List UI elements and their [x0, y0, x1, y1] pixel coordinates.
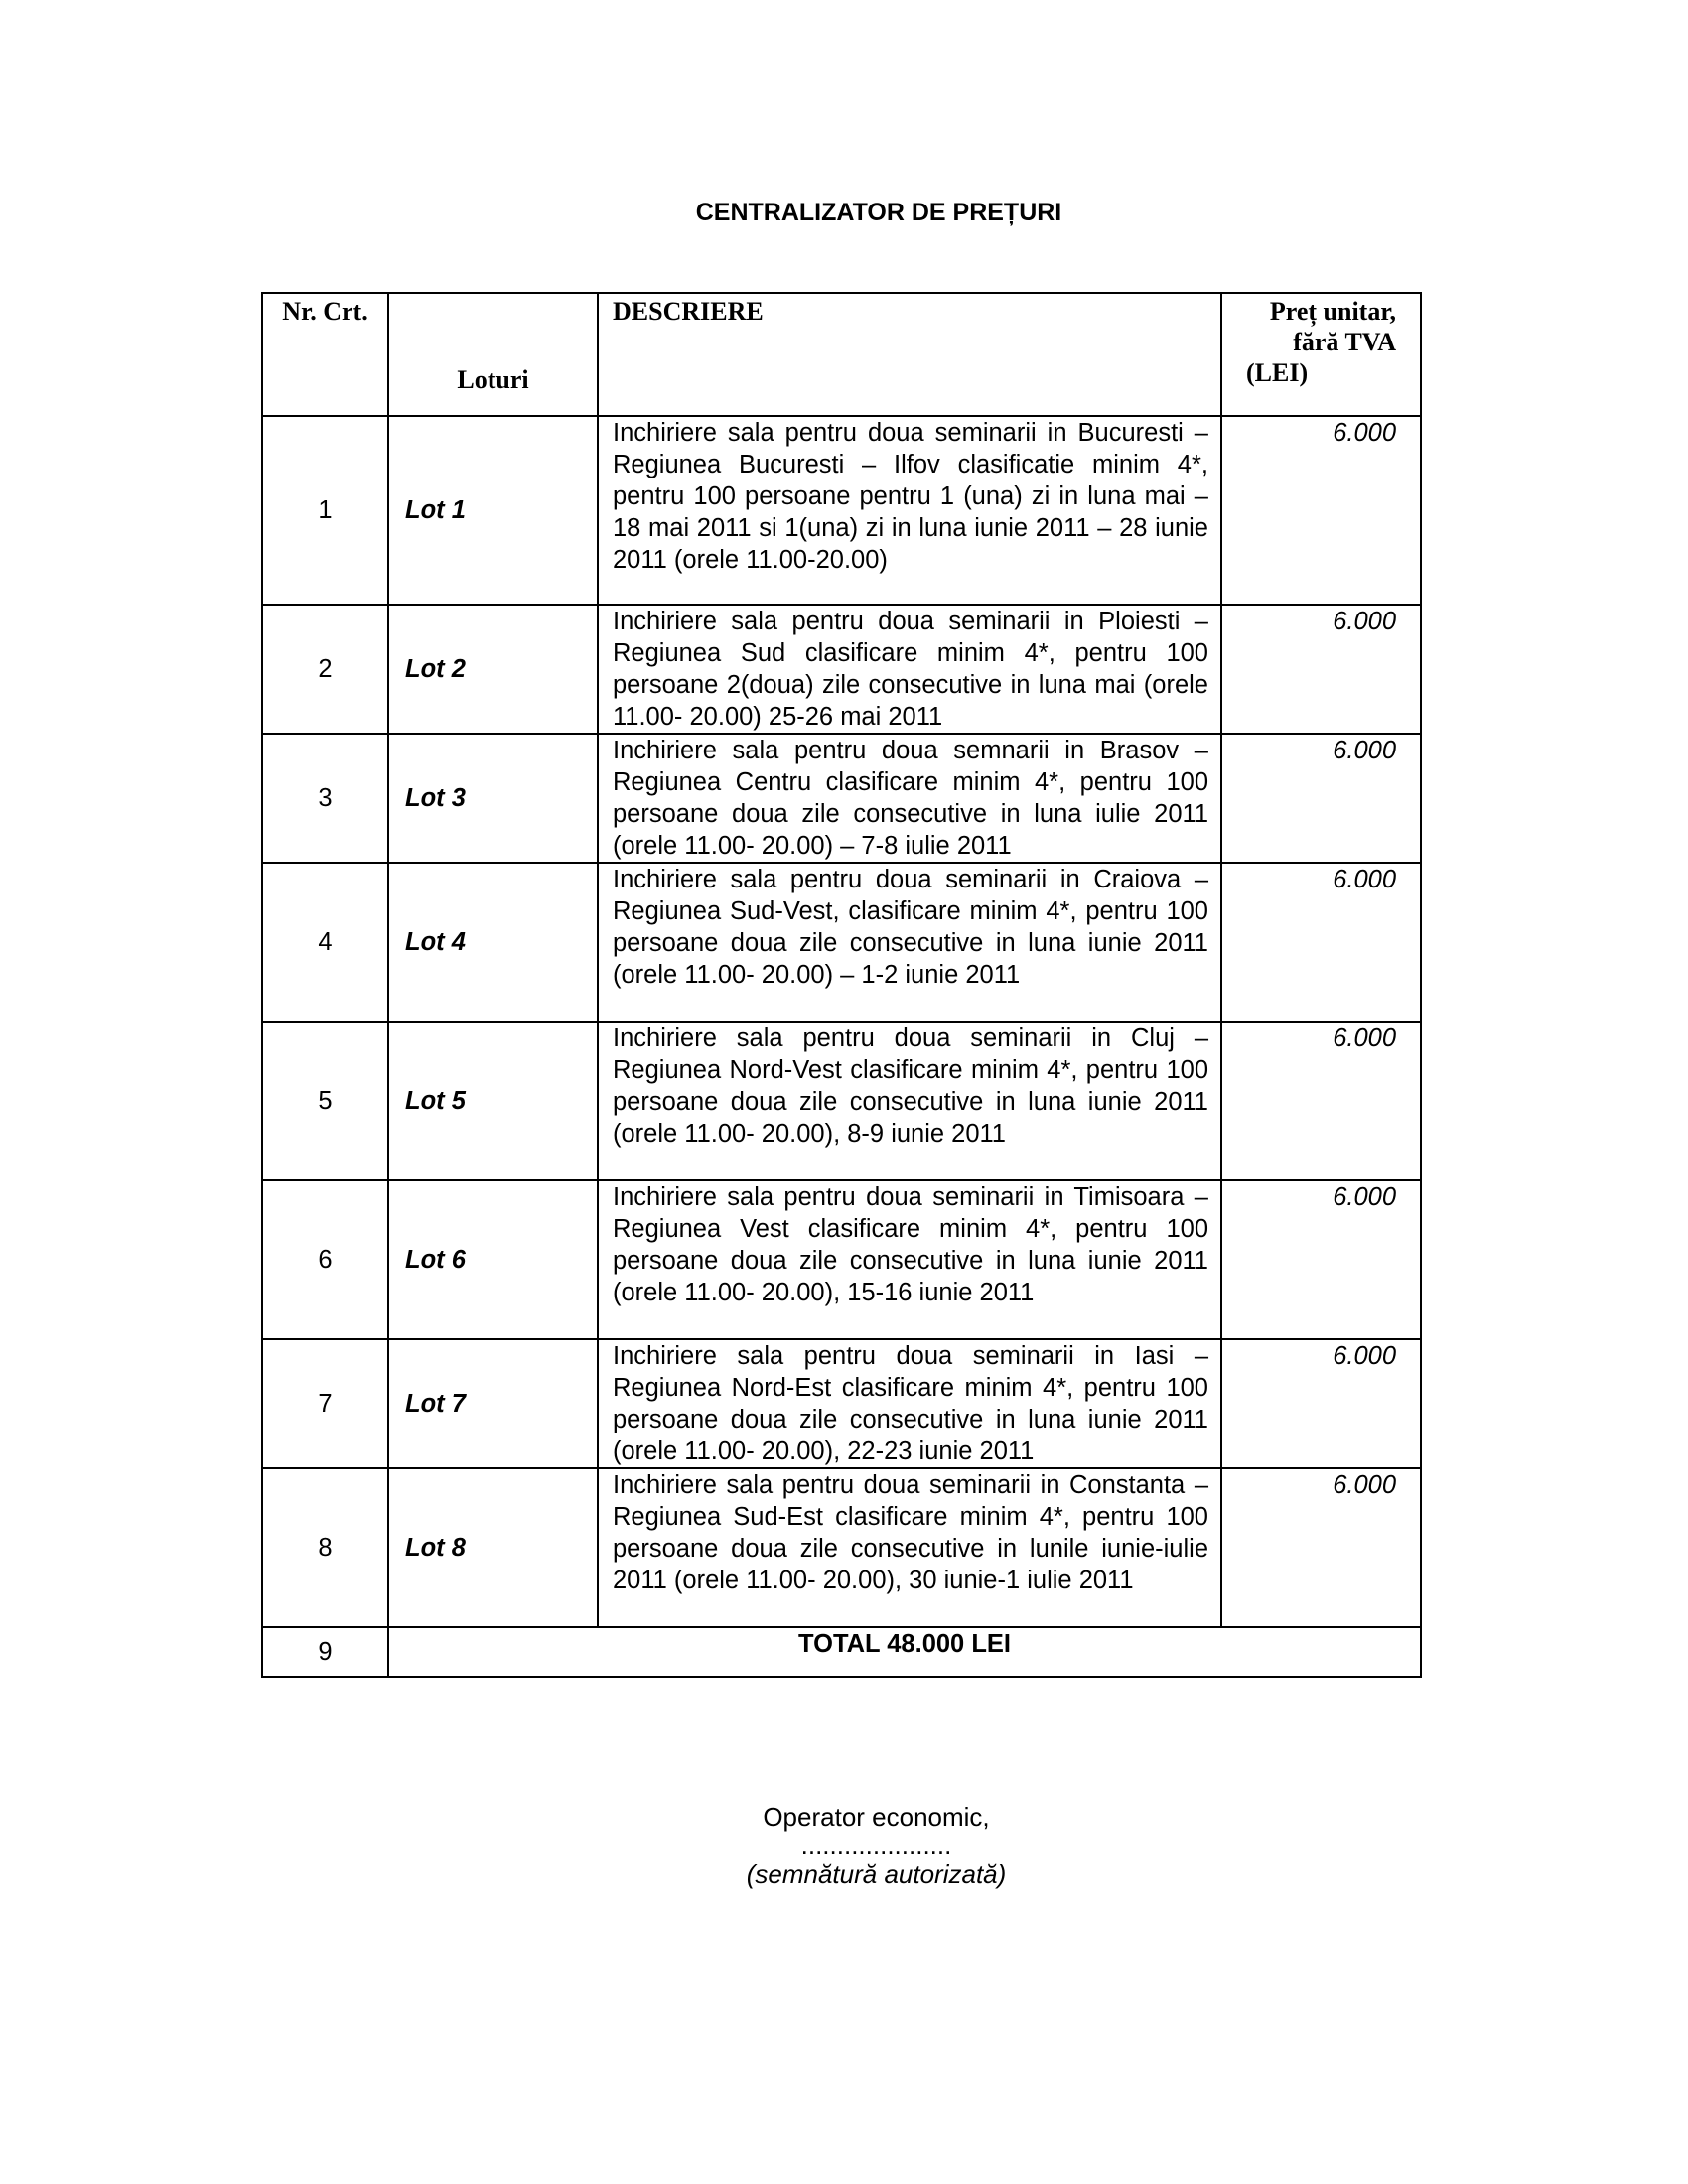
- row-lot: Lot 7: [388, 1339, 598, 1468]
- table-row: [262, 1339, 1421, 1468]
- row-price: 6.000: [1221, 734, 1421, 863]
- row-lot: Lot 4: [388, 863, 598, 1022]
- row-description: Inchiriere sala pentru doua seminarii in Craiova –Regiunea Sud-Vest, clasificare minim 4*, pentru 100 persoane doua zile consecutive in luna iunie 2011 (orele 11.00- 20.00) – 1-2 iunie 2011: [598, 863, 1221, 1022]
- row-lot: Lot 5: [388, 1022, 598, 1180]
- row-price: 6.000: [1221, 1468, 1421, 1627]
- total-label: TOTAL 48.000 LEI: [388, 1627, 1421, 1677]
- signature-note: (semnătură autorizată): [746, 1859, 1007, 1889]
- row-nr: 5: [262, 1022, 388, 1180]
- row-price: 6.000: [1221, 1022, 1421, 1180]
- row-price: 6.000: [1221, 863, 1421, 1022]
- signature-line: .....................: [800, 1831, 952, 1860]
- row-description: Inchiriere sala pentru doua seminarii in Constanta – Regiunea Sud-Est clasificare minim 4*, pentru 100 persoane doua zile consecutive in lunile iunie-iulie 2011 (orele 11.00- 20.00), 30 iunie-1 iulie 2011: [598, 1468, 1221, 1627]
- row-price: 6.000: [1221, 1339, 1421, 1468]
- row-price: 6.000: [1221, 605, 1421, 734]
- row-lot: Lot 3: [388, 734, 598, 863]
- header-price: [1221, 293, 1421, 416]
- table-row: [262, 863, 1421, 1022]
- table-row: [262, 734, 1421, 863]
- row-nr: 6: [262, 1180, 388, 1339]
- header-lot: Loturi: [388, 293, 598, 416]
- row-price: 6.000: [1221, 1180, 1421, 1339]
- row-lot: Lot 1: [388, 416, 598, 605]
- row-lot: Lot 2: [388, 605, 598, 734]
- header-price-line-3: (LEI): [1246, 358, 1309, 387]
- table-header-row: [262, 293, 1421, 416]
- table-row: [262, 605, 1421, 734]
- row-price: 6.000: [1221, 416, 1421, 605]
- row-nr: 4: [262, 863, 388, 1022]
- row-description: Inchiriere sala pentru doua seminarii in Cluj – Regiunea Nord-Vest clasificare minim 4*, pentru 100 persoane doua zile consecutive in luna iunie 2011 (orele 11.00- 20.00), 8-9 iunie 2011: [598, 1022, 1221, 1180]
- row-nr: 1: [262, 416, 388, 605]
- table-row: [262, 1180, 1421, 1339]
- row-nr: 7: [262, 1339, 388, 1468]
- total-row-nr: 9: [262, 1627, 388, 1677]
- header-price-line-1: Preț unitar,: [1269, 297, 1396, 326]
- row-description: Inchiriere sala pentru doua seminarii in Bucuresti – Regiunea Bucuresti – Ilfov clasificatie minim 4*, pentru 100 persoane pentru 1 (una) zi in luna mai –18 mai 2011 si 1(una) zi in luna iunie 2011 – 28 iunie 2011 (orele 11.00-20.00): [598, 416, 1221, 605]
- row-description: Inchiriere sala pentru doua seminarii in Timisoara – Regiunea Vest clasificare minim 4*, pentru 100 persoane doua zile consecutive in luna iunie 2011 (orele 11.00- 20.00), 15-16 iunie 2011: [598, 1180, 1221, 1339]
- page-title: CENTRALIZATOR DE PREȚURI: [695, 199, 1062, 226]
- table-row: [262, 1468, 1421, 1627]
- row-nr: 8: [262, 1468, 388, 1627]
- row-description: Inchiriere sala pentru doua semnarii in Brasov – Regiunea Centru clasificare minim 4*, pentru 100 persoane doua zile consecutive in luna iulie 2011 (orele 11.00- 20.00) – 7-8 iulie 2011: [598, 734, 1221, 863]
- header-price-line-2: fără TVA: [1293, 328, 1396, 356]
- operator-label: Operator economic,: [763, 1802, 990, 1832]
- table-row: [262, 1022, 1421, 1180]
- row-lot: Lot 8: [388, 1468, 598, 1627]
- row-description: Inchiriere sala pentru doua seminarii in Ploiesti – Regiunea Sud clasificare minim 4*, pentru 100 persoane 2(doua) zile consecutive in luna mai (orele 11.00- 20.00) 25-26 mai 2011: [598, 605, 1221, 734]
- signature-block: [0, 1802, 1688, 1889]
- header-description: DESCRIERE: [598, 293, 1221, 416]
- row-lot: Lot 6: [388, 1180, 598, 1339]
- row-nr: 3: [262, 734, 388, 863]
- row-nr: 2: [262, 605, 388, 734]
- price-table: [261, 292, 1422, 1678]
- table-row: [262, 416, 1421, 605]
- row-description: Inchiriere sala pentru doua seminarii in Iasi – Regiunea Nord-Est clasificare minim 4*, pentru 100 persoane doua zile consecutive in luna iunie 2011 (orele 11.00- 20.00), 22-23 iunie 2011: [598, 1339, 1221, 1468]
- total-row: [262, 1627, 1421, 1677]
- header-nr: Nr. Crt.: [262, 293, 388, 416]
